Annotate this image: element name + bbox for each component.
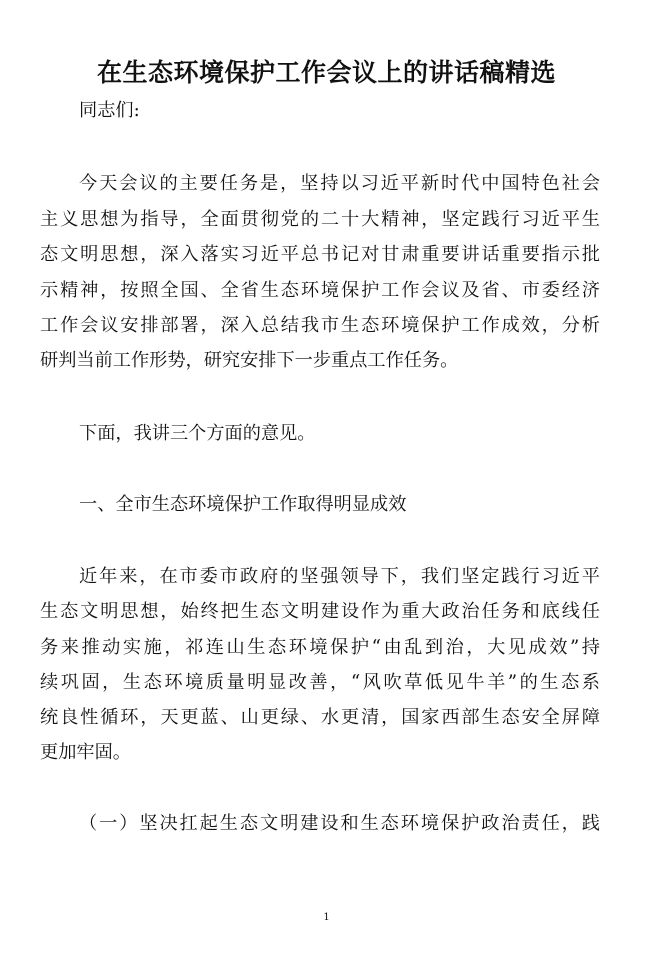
paragraph-line: 示精神，按照全国、全省生态环境保护工作会议及省、市委经济 bbox=[40, 280, 600, 301]
paragraph-line: 工作会议安排部署，深入总结我市生态环境保护工作成效，分析 bbox=[40, 315, 600, 336]
paragraph-line: 续巩固，生态环境质量明显改善，“风吹草低见牛羊”的生态系 bbox=[40, 672, 600, 693]
paragraph-three-aspects: 下面，我讲三个方面的意见。 bbox=[79, 423, 316, 444]
paragraph-line: 态文明思想，深入落实习近平总书记对甘肃重要讲话重要指示批 bbox=[40, 244, 600, 265]
page-number: 1 bbox=[323, 912, 330, 923]
paragraph-line: 近年来，在市委市政府的坚强领导下，我们坚定践行习近平 bbox=[79, 566, 600, 587]
paragraph-line: 研判当前工作形势，研究安排下一步重点工作任务。 bbox=[40, 350, 459, 371]
page-title: 在生态环境保护工作会议上的讲话稿精选 bbox=[96, 58, 556, 87]
paragraph-line: 统良性循环，天更蓝、山更绿、水更清，国家西部生态安全屏障 bbox=[40, 707, 600, 728]
subsection-heading: （一）坚决扛起生态文明建设和生态环境保护政治责任，践 bbox=[79, 813, 600, 834]
paragraph-line: 主义思想为指导，全面贯彻党的二十大精神，坚定践行习近平生 bbox=[40, 209, 600, 230]
paragraph-line: 更加牢固。 bbox=[40, 742, 131, 763]
section-heading: 一、全市生态环境保护工作取得明显成效 bbox=[79, 494, 407, 515]
paragraph-line: 务来推动实施，祁连山生态环境保护“由乱到治，大见成效”持 bbox=[40, 637, 600, 658]
paragraph-line: 生态文明思想，始终把生态文明建设作为重大政治任务和底线任 bbox=[40, 601, 600, 622]
paragraph-line: 今天会议的主要任务是，坚持以习近平新时代中国特色社会 bbox=[79, 173, 600, 194]
salutation: 同志们: bbox=[79, 100, 140, 121]
